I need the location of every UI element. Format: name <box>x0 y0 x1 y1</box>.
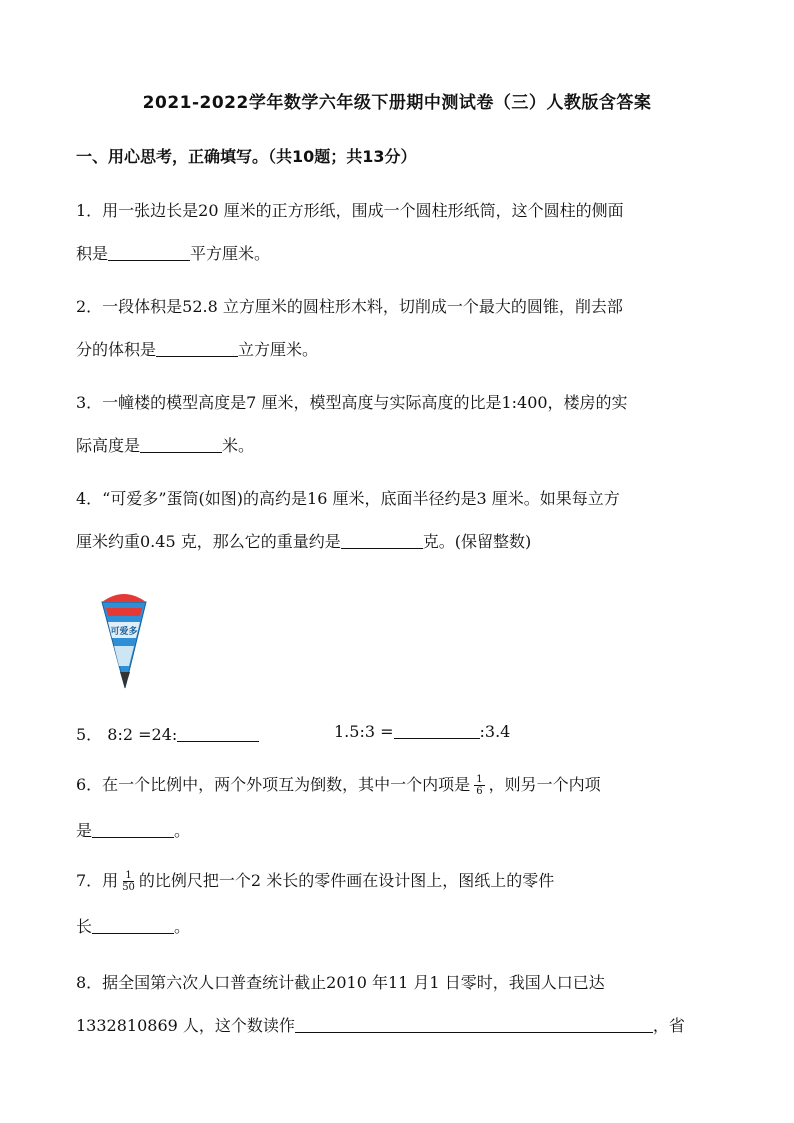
question-3-post: 米。 <box>222 436 255 455</box>
question-2-text: 2．一段体积是52.8 立方厘米的圆柱形木料，切削成一个最大的圆锥，削去部 <box>76 297 623 316</box>
question-3-pre: 际高度是 <box>76 436 141 455</box>
question-2-pre: 分的体积是 <box>76 340 157 359</box>
answer-blank-2[interactable] <box>156 340 238 357</box>
answer-blank-1[interactable] <box>108 244 190 261</box>
answer-blank-5a[interactable] <box>177 725 259 742</box>
fraction-one-sixth <box>474 774 484 797</box>
section-heading: 一、用心思考，正确填写。（共10题；共13分） <box>76 147 417 166</box>
question-3-line-2 <box>76 433 254 456</box>
question-7-line-2-post: 。 <box>174 917 191 936</box>
question-6-pre: 6．在一个比例中，两个外项互为倒数，其中一个内项是 <box>76 775 471 794</box>
question-1-text: 1．用一张边长是20 厘米的正方形纸，围成一个圆柱形纸筒，这个圆柱的侧面 <box>76 201 624 220</box>
answer-blank-3[interactable] <box>140 436 222 453</box>
answer-blank-8[interactable] <box>295 1016 653 1033</box>
fraction-denominator: 6 <box>476 786 483 797</box>
question-8-pre: 1332810869 人，这个数读作 <box>76 1016 295 1035</box>
answer-blank-4[interactable] <box>341 532 423 549</box>
question-8-line-2 <box>76 1013 685 1036</box>
question-5-part-2-post: :3.4 <box>479 722 511 741</box>
question-1-line-2 <box>76 241 270 264</box>
question-1-line-1 <box>76 198 624 221</box>
question-4-pre: 厘米约重0.45 克，那么它的重量约是 <box>76 532 341 551</box>
question-6-line-2 <box>76 818 190 841</box>
fraction-one-fiftieth <box>122 870 135 893</box>
question-3-text: 3．一幢楼的模型高度是7 厘米，模型高度与实际高度的比是1:400，楼房的实 <box>76 393 628 412</box>
question-5-line-b <box>334 722 510 741</box>
question-1-post: 平方厘米。 <box>190 244 271 263</box>
question-1-pre: 积是 <box>76 244 109 263</box>
answer-blank-6[interactable] <box>92 821 174 838</box>
question-6-line-2-post: 。 <box>174 821 191 840</box>
question-8-text: 8．据全国第六次人口普查统计截止2010 年11 月1 日零时，我国人口已达 <box>76 973 605 992</box>
question-8-line-1 <box>76 970 605 993</box>
question-4-text: 4．“可爱多”蛋筒(如图)的高约是16 厘米，底面半径约是3 厘米。如果每立方 <box>76 489 620 508</box>
question-4-line-2 <box>76 529 531 552</box>
question-5-line <box>76 722 259 745</box>
answer-blank-7[interactable] <box>92 917 174 934</box>
question-2-line-2 <box>76 337 318 360</box>
question-7-line-1 <box>76 868 554 893</box>
question-4-line-1 <box>76 486 620 509</box>
fraction-denominator: 50 <box>122 882 135 893</box>
question-6-post: ，则另一个内项 <box>488 775 601 794</box>
ice-cream-cone-icon <box>96 582 152 690</box>
cone-brand-label: 可爱多 <box>110 627 138 637</box>
question-5-part-2: 1.5:3 = <box>334 722 394 741</box>
question-6-line-1 <box>76 772 601 797</box>
question-3-line-1 <box>76 390 628 413</box>
question-2-line-1 <box>76 294 623 317</box>
question-7-post: 的比例尺把一个2 米长的零件画在设计图上，图纸上的零件 <box>138 871 555 890</box>
fraction-numerator: 1 <box>125 870 132 881</box>
question-8-post: ，省 <box>652 1016 685 1035</box>
page-title: 2021-2022学年数学六年级下册期中测试卷（三）人教版含答案 <box>142 93 652 113</box>
question-7-pre: 7．用 <box>76 871 119 890</box>
question-7-line-2 <box>76 914 190 937</box>
question-4-post: 克。(保留整数) <box>422 532 532 551</box>
question-2-post: 立方厘米。 <box>238 340 319 359</box>
question-7-line-2-pre: 长 <box>76 917 93 936</box>
answer-blank-5b[interactable] <box>394 722 480 739</box>
question-5-part-1: 5． 8:2 =24: <box>76 725 178 744</box>
question-6-line-2-pre: 是 <box>76 821 93 840</box>
fraction-numerator: 1 <box>476 774 483 785</box>
